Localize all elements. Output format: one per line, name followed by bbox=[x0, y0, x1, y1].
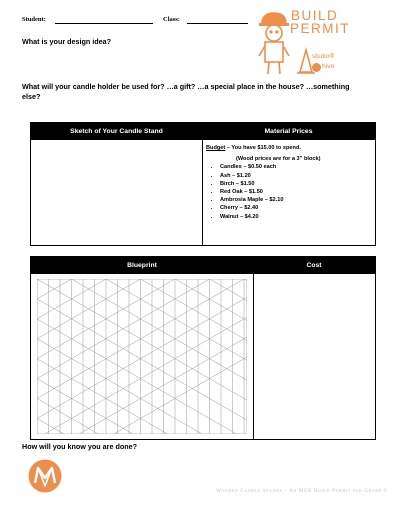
grid-line bbox=[37, 339, 247, 434]
material-prices-content bbox=[206, 144, 372, 221]
question-candle-use: What will your candle holder be used for? …a gift? …a special place in the house? …something else? bbox=[22, 82, 350, 101]
budget-line bbox=[206, 144, 372, 152]
sketch-materials-table bbox=[30, 122, 376, 246]
price-list bbox=[206, 163, 372, 220]
hive-text: hive bbox=[322, 63, 335, 70]
studio-text: studio@ bbox=[312, 53, 335, 60]
class-label: Class: bbox=[163, 16, 180, 23]
cost-area[interactable] bbox=[254, 274, 375, 439]
grid-line bbox=[37, 279, 247, 380]
grid-line bbox=[37, 279, 247, 400]
grid-line bbox=[37, 357, 247, 434]
price-item: • Walnut – $4.20 bbox=[220, 213, 372, 221]
price-item: • Birch – $1.50 bbox=[220, 180, 372, 188]
price-item: • Candles – $0.50 each bbox=[220, 163, 372, 171]
wood-note: (Wood prices are for a 3” block) bbox=[236, 156, 321, 163]
grid-line bbox=[37, 279, 247, 379]
sketch-header: Sketch of Your Candle Stand bbox=[31, 123, 202, 140]
budget-label: Budget bbox=[206, 145, 226, 151]
grid-line bbox=[37, 279, 247, 339]
grid-line bbox=[37, 418, 247, 434]
price-item: • Red Oak – $1.50 bbox=[220, 188, 372, 196]
isometric-grid[interactable] bbox=[37, 279, 247, 434]
grid-line bbox=[37, 279, 247, 299]
sketch-area[interactable] bbox=[31, 140, 202, 245]
grid-line bbox=[37, 279, 247, 359]
grid-line bbox=[37, 279, 247, 340]
blueprint-header: Blueprint bbox=[31, 257, 253, 274]
price-item: • Ambrosia Maple – $2.10 bbox=[220, 196, 372, 204]
cost-header: Cost bbox=[253, 257, 375, 274]
question-design-idea: What is your design idea? bbox=[22, 37, 112, 46]
hive-dot-icon bbox=[312, 63, 321, 72]
student-label: Student: bbox=[22, 16, 46, 23]
moe-logo-icon bbox=[28, 459, 62, 493]
price-item: • Ash – $1.20 bbox=[220, 172, 372, 180]
question-done: How will you know you are done? bbox=[22, 442, 138, 451]
budget-text: – You have $15.00 to spend. bbox=[225, 145, 301, 151]
grid-line bbox=[37, 299, 247, 420]
logo-text-build: BUILD bbox=[291, 8, 339, 23]
price-item: • Cherry – $2.40 bbox=[220, 204, 372, 212]
blueprint-cost-table bbox=[30, 256, 376, 440]
logo-text-permit: PERMIT bbox=[290, 21, 351, 36]
grid-line bbox=[37, 399, 247, 434]
class-field[interactable] bbox=[187, 23, 248, 24]
grid-line bbox=[37, 297, 247, 418]
grid-line bbox=[37, 279, 247, 319]
grid-line bbox=[37, 379, 247, 434]
footer-text: Wooden Candle Stands – An MOE Build Permit for Grade 3 bbox=[216, 488, 387, 494]
student-name-field[interactable] bbox=[55, 23, 153, 24]
material-prices-header: Material Prices bbox=[202, 123, 375, 140]
column-divider bbox=[202, 123, 203, 245]
grid-line bbox=[37, 359, 247, 434]
